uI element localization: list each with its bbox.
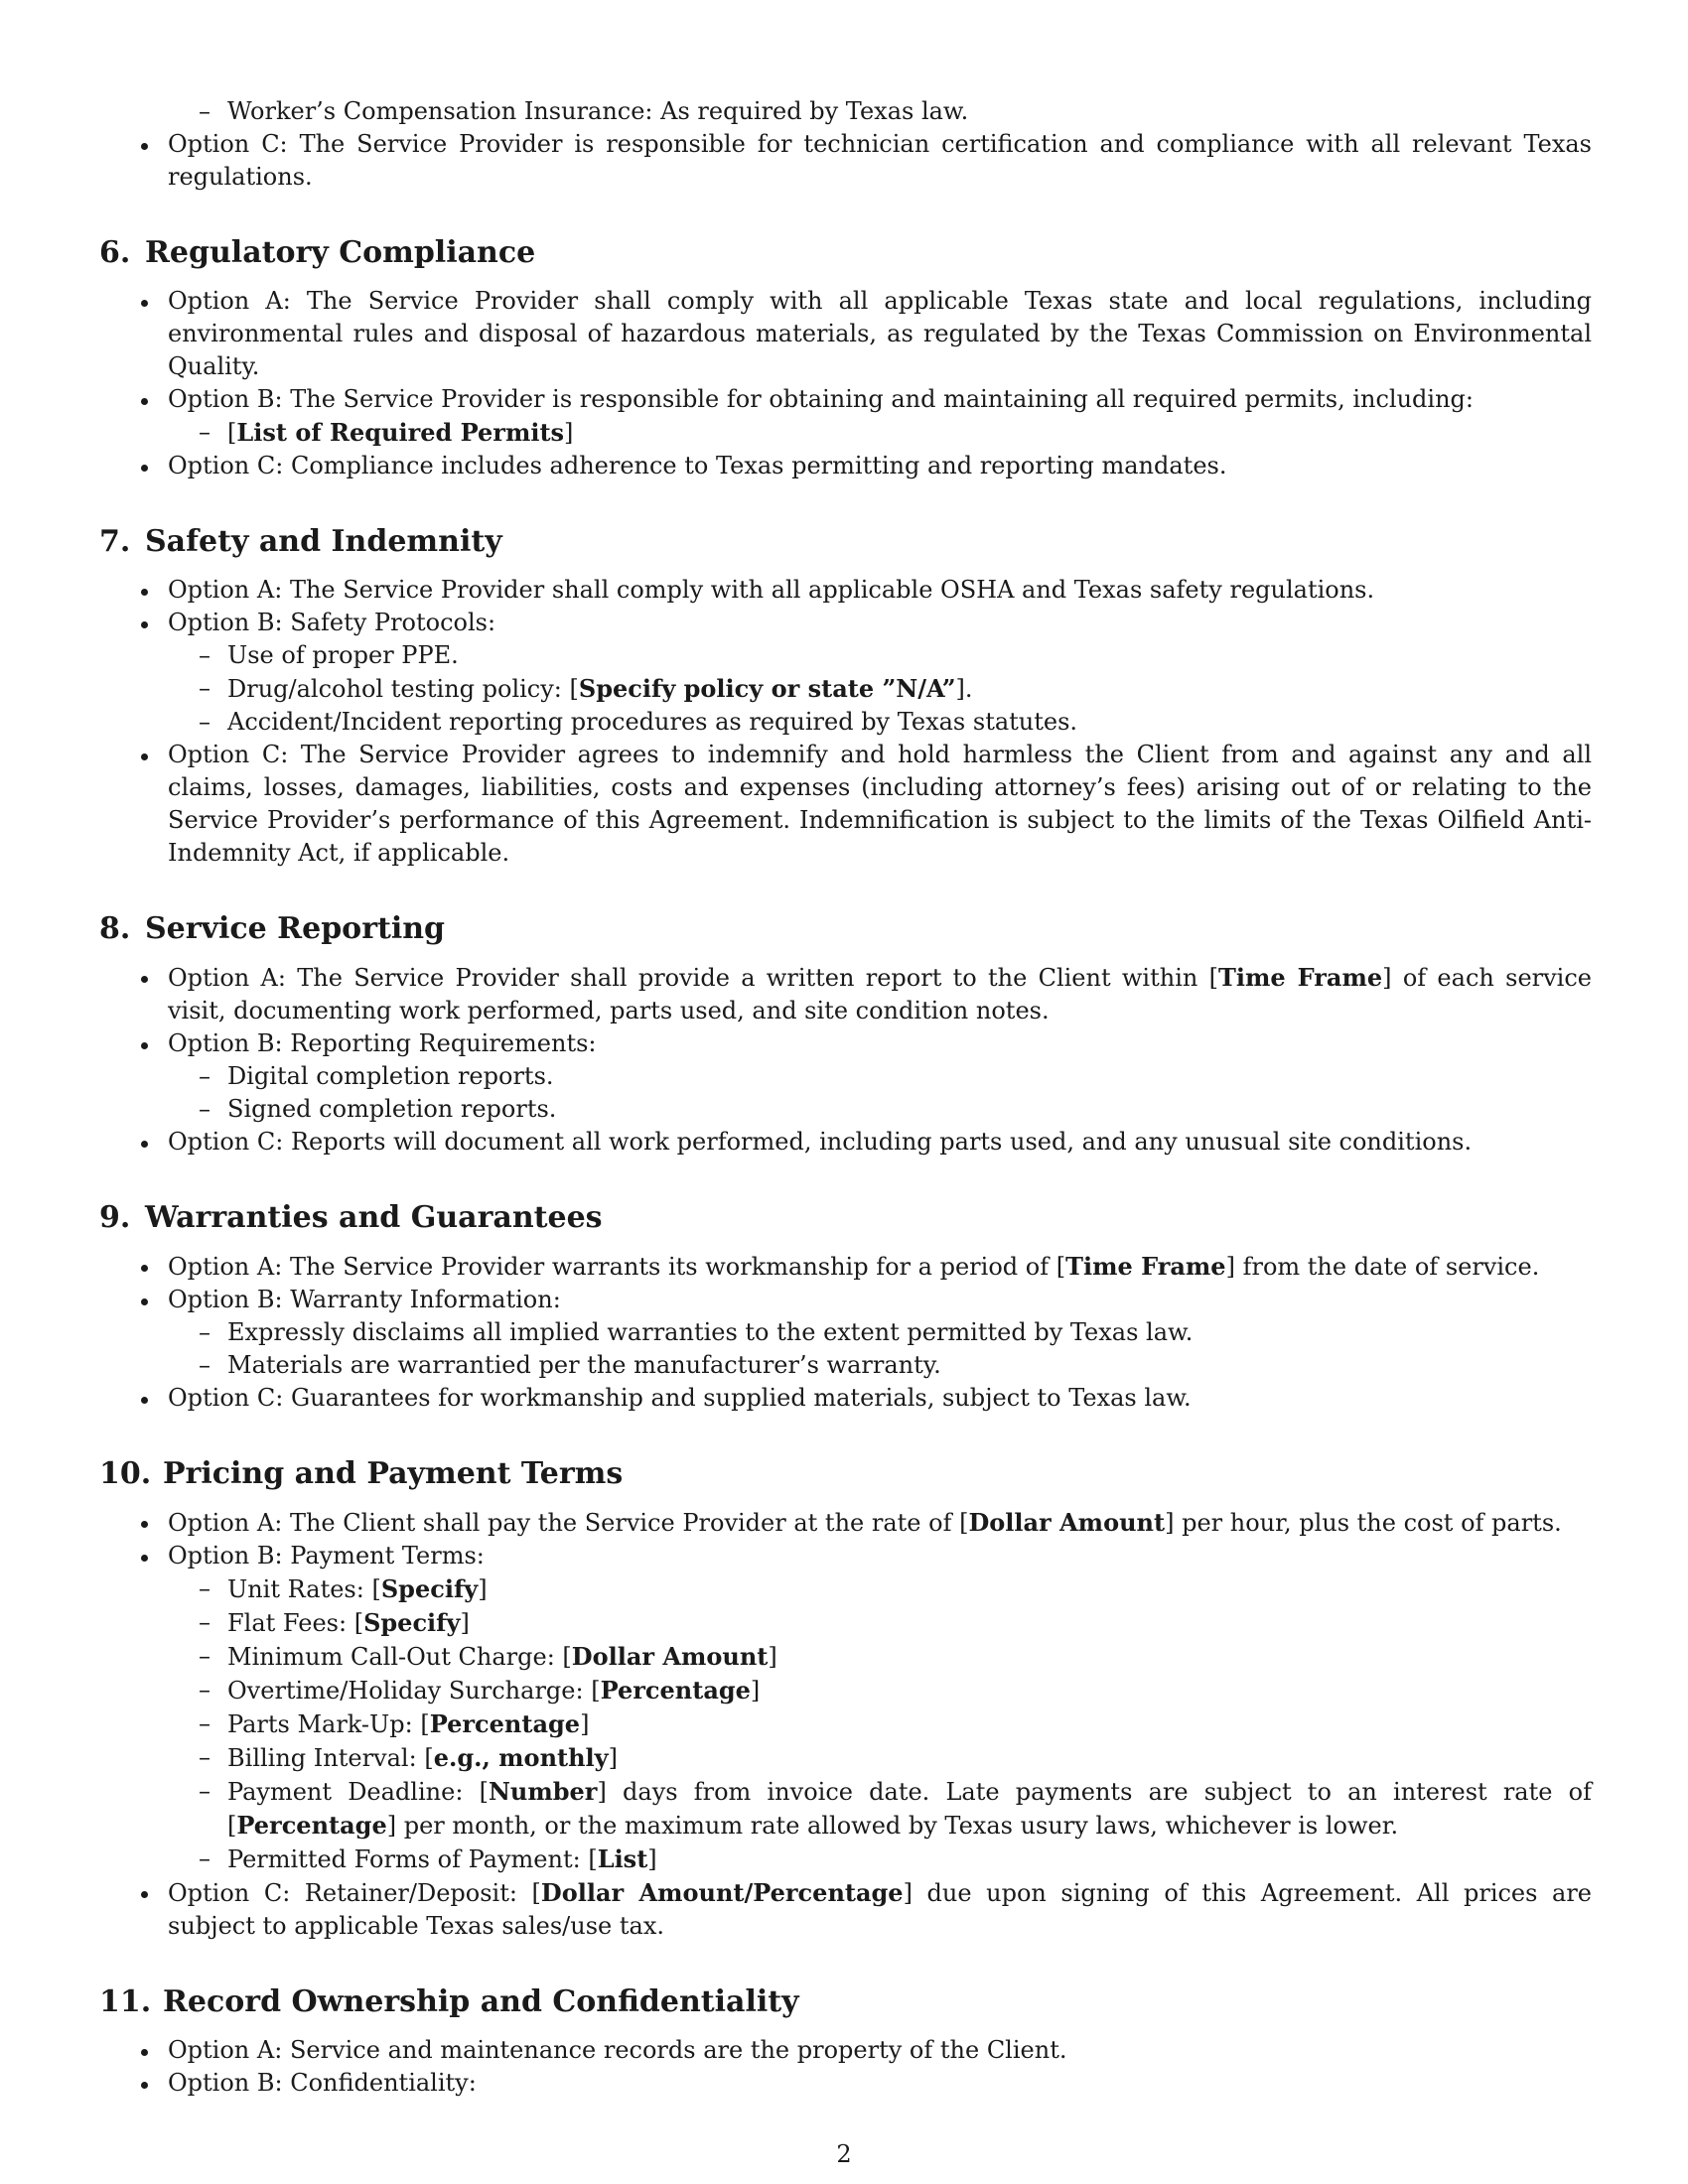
list-item: Option C: Retainer/Deposit: [Dollar Amount/Percentage] due upon signing of this Agreement. All prices are subject to applicable Texas sales/use tax. — [99, 1876, 1592, 1943]
sublist-item: – Expressly disclaims all implied warranties to the extent permitted by Texas law. — [99, 1316, 1592, 1349]
sublist-item: – Minimum Call-Out Charge: [Dollar Amount] — [99, 1640, 1592, 1674]
list-item: Option C: The Service Provider agrees to indemnify and hold harmless the Client from and against any and all claims, losses, damages, liabilities, costs and expenses (including attorney’s fees) arising out of or relating to the Service Provider’s performance of this Agreement. Indemnification is subject to the limits of the Texas Oilfield Anti-Indemnity Act, if applicable. — [99, 739, 1592, 870]
sublist-text: Parts Mark-Up: — [227, 1710, 421, 1738]
list-item: Option B: The Service Provider is responsible for obtaining and maintaining all required permits, including: — [99, 383, 1592, 416]
sublist-item: – Unit Rates: [Specify] — [99, 1572, 1592, 1606]
list-text: Option C: Retainer/Deposit: — [168, 1879, 532, 1907]
document-page — [99, 95, 1592, 2100]
sublist-text: Unit Rates: — [227, 1575, 372, 1603]
placeholder-field: Time Frame — [1065, 1252, 1226, 1281]
section-number: 7. — [99, 524, 131, 559]
sublist-text: Permitted Forms of Payment: — [227, 1845, 589, 1873]
sublist-item: – [List of Required Permits] — [99, 416, 1592, 450]
sublist-item: – Flat Fees: [Specify] — [99, 1606, 1592, 1640]
list-item: Option C: Reports will document all work performed, including parts used, and any unusual site conditions. — [99, 1126, 1592, 1159]
page-number: 2 — [836, 2140, 852, 2168]
section-heading-record-ownership — [99, 1982, 1592, 2022]
section-title: Service Reporting — [145, 911, 446, 946]
sublist-item: – Signed completion reports. — [99, 1093, 1592, 1126]
sublist-item: – Payment Deadline: [Number] days from invoice date. Late payments are subject to an interest rate of [Percentage] per month, or the maximum rate allowed by Texas usury laws, whichever is lower. — [99, 1775, 1592, 1843]
sublist-item: – Permitted Forms of Payment: [List] — [99, 1843, 1592, 1876]
sublist-text: Minimum Call-Out Charge: — [227, 1643, 563, 1671]
sublist-item: – Parts Mark-Up: [Percentage] — [99, 1707, 1592, 1741]
list-text: per hour, plus the cost of parts. — [1174, 1509, 1562, 1537]
sublist-text: Billing Interval: — [227, 1744, 425, 1772]
list-item: Option A: The Service Provider warrants its workmanship for a period of [Time Frame] from the date of service. — [99, 1250, 1592, 1284]
list-text: Option A: The Service Provider shall provide a written report to the Client within — [168, 964, 1209, 992]
list-item: Option C: The Service Provider is responsible for technician certification and compliance with all relevant Texas regulations. — [99, 128, 1592, 194]
list-item: Option B: Warranty Information: — [99, 1284, 1592, 1316]
section-heading-pricing — [99, 1454, 1592, 1494]
section-title: Safety and Indemnity — [145, 524, 502, 559]
sublist-item: – Worker’s Compensation Insurance: As required by Texas law. — [99, 95, 1592, 128]
sublist-item: – Accident/Incident reporting procedures as required by Texas statutes. — [99, 706, 1592, 739]
sublist-text: Payment Deadline: — [227, 1778, 480, 1806]
section-title: Regulatory Compliance — [145, 235, 536, 270]
placeholder-field: Dollar Amount/Percentage — [540, 1878, 904, 1907]
sublist-item: – Billing Interval: [e.g., monthly] — [99, 1741, 1592, 1775]
placeholder-field: List — [597, 1844, 648, 1873]
list-item: Option B: Confidentiality: — [99, 2067, 1592, 2100]
section-number: 8. — [99, 911, 131, 946]
placeholder-field: Dollar Amount — [571, 1642, 769, 1671]
section-title: Record Ownership and Confidentiality — [163, 1984, 799, 2019]
list-text: of each service visit, documenting work performed, parts used, and site condition notes. — [168, 964, 1592, 1024]
placeholder-field: Dollar Amount — [968, 1508, 1166, 1537]
placeholder-field: e.g., monthly — [433, 1743, 609, 1772]
sublist-text: Overtime/Holiday Surcharge: — [227, 1677, 592, 1705]
placeholder-field: Time Frame — [1218, 963, 1383, 992]
list-item: Option B: Safety Protocols: — [99, 607, 1592, 639]
list-text: from the date of service. — [1234, 1253, 1540, 1281]
section-number: 6. — [99, 235, 131, 270]
section-title: Warranties and Guarantees — [145, 1200, 603, 1235]
list-item: Option A: The Service Provider shall comply with all applicable Texas state and local regulations, including environmental rules and disposal of hazardous materials, as regulated by the Texas Commission on Environmental Quality. — [99, 285, 1592, 383]
placeholder-field: Percentage — [429, 1709, 581, 1738]
list-text: Option A: The Service Provider warrants its workmanship for a period of — [168, 1253, 1056, 1281]
sublist-item: – Overtime/Holiday Surcharge: [Percentage] — [99, 1674, 1592, 1707]
sublist-text: days from invoice date. Late payments are subject to an interest rate of — [606, 1778, 1592, 1806]
placeholder-field: Specify — [363, 1608, 461, 1637]
section-number: 10. — [99, 1456, 152, 1491]
section-heading-service-reporting — [99, 909, 1592, 949]
list-text: due upon signing of this Agreement. All prices are subject to applicable Texas sales/use tax. — [168, 1879, 1593, 1940]
sublist-item: – Digital completion reports. — [99, 1060, 1592, 1093]
section-heading-warranties — [99, 1198, 1592, 1238]
section-number: 11. — [99, 1984, 152, 2019]
sublist-item: – Drug/alcohol testing policy: [Specify policy or state ”N/A”]. — [99, 672, 1592, 706]
list-item: Option A: The Service Provider shall comply with all applicable OSHA and Texas safety regulations. — [99, 574, 1592, 607]
list-item: Option B: Reporting Requirements: — [99, 1027, 1592, 1060]
section-number: 9. — [99, 1200, 131, 1235]
list-item: Option C: Compliance includes adherence to Texas permitting and reporting mandates. — [99, 450, 1592, 482]
section-heading-safety-indemnity — [99, 522, 1592, 562]
sublist-text: per month, or the maximum rate allowed by Texas usury laws, whichever is lower. — [396, 1812, 1399, 1840]
placeholder-field: Percentage — [600, 1676, 751, 1705]
sublist-item: – Materials are warrantied per the manufacturer’s warranty. — [99, 1349, 1592, 1382]
list-item: Option A: Service and maintenance records are the property of the Client. — [99, 2034, 1592, 2067]
sublist-text: Flat Fees: — [227, 1609, 354, 1637]
sublist-text: Drug/alcohol testing policy: — [227, 675, 570, 703]
placeholder-field: Number — [488, 1777, 598, 1806]
placeholder-field: Percentage — [236, 1811, 387, 1840]
placeholder-field: Specify — [380, 1574, 479, 1603]
list-item: Option A: The Service Provider shall provide a written report to the Client within [Time Frame] of each service visit, documenting work performed, parts used, and site condition notes. — [99, 961, 1592, 1027]
placeholder-field: Specify policy or state ”N/A” — [578, 674, 956, 703]
section-heading-regulatory-compliance — [99, 233, 1592, 273]
section-title: Pricing and Payment Terms — [163, 1456, 624, 1491]
list-text: Option A: The Client shall pay the Service Provider at the rate of — [168, 1509, 960, 1537]
list-item: Option C: Guarantees for workmanship and supplied materials, subject to Texas law. — [99, 1382, 1592, 1415]
list-item: Option A: The Client shall pay the Service Provider at the rate of [Dollar Amount] per hour, plus the cost of parts. — [99, 1506, 1592, 1540]
sublist-item: – Use of proper PPE. — [99, 639, 1592, 672]
placeholder-field: List of Required Permits — [236, 418, 565, 447]
list-item: Option B: Payment Terms: — [99, 1540, 1592, 1572]
